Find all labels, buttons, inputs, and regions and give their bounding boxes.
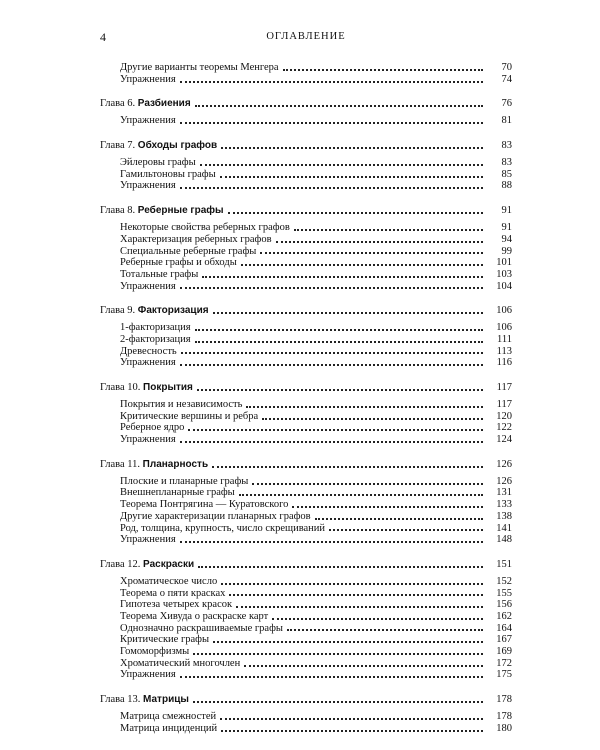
section-page-number: 111 [497,333,512,345]
section-title: Реберные графы и обходы [120,257,237,269]
dot-leader [193,693,483,703]
chapter-title: Планарность [142,458,209,470]
section-title: Гамильтоновы графы [120,168,216,180]
dot-leader [180,668,483,678]
section-title: Теорема о пяти красках [120,587,226,599]
chapter-title: Матрицы [143,694,189,706]
section-title: Теорема Хивуда о раскраске карт [120,610,269,622]
dot-leader [283,61,483,71]
page-number: 4 [100,30,107,44]
section-title: Упражнения [120,357,176,369]
dot-leader [236,598,483,608]
section-title: Характеризация реберных графов [120,233,272,245]
section-page-number: 148 [496,534,512,546]
dot-leader [241,256,483,266]
section-title: Плоские и планарные графы [120,475,249,487]
chapter-page-number: 91 [501,205,512,217]
chapter-label [100,204,224,218]
dot-leader [260,244,483,254]
dot-leader [221,722,483,732]
chapter-title: Покрытия [143,382,193,393]
section-page-number: 133 [496,499,512,511]
dot-leader [329,521,483,531]
chapter-prefix: Глава 12. [100,558,141,570]
dot-leader [213,304,483,314]
section-page-number: 169 [496,646,512,657]
dot-leader [272,610,483,620]
section-page-number: 122 [496,422,512,434]
toc-chapter [100,204,512,292]
section-title: Покрытия и независимость [120,399,243,410]
section-title: 2-факторизация [120,333,191,345]
section-page-number: 131 [496,487,512,499]
dot-leader [262,410,483,420]
chapter-page-number: 106 [496,305,512,317]
section-page-number: 155 [496,587,512,599]
section-title: Внешнепланарные графы [120,487,235,499]
dot-leader [213,633,483,643]
dot-leader [294,221,483,231]
dot-leader [180,433,483,443]
chapter-prefix: Глава 8. [100,205,136,217]
dot-leader [180,279,483,289]
chapter-prefix: Глава 9. [100,305,136,317]
section-page-number: 141 [496,522,512,534]
section-title: Род, толщина, крупность, число скрещиваний [120,522,326,534]
section-page-number: 106 [496,322,512,334]
toc-entry [100,115,512,127]
dot-leader [180,114,483,124]
chapter-label [100,304,209,318]
section-page-number: 126 [496,475,512,487]
chapter-title: Реберные графы [137,205,224,217]
toc-entry [100,669,512,681]
section-page-number: 85 [501,168,512,180]
dot-leader [315,510,483,520]
section-title: 1-факторизация [120,322,191,334]
toc-entry [100,357,512,369]
dot-leader [228,204,483,214]
dot-leader [220,710,483,720]
section-page-number: 74 [501,73,512,85]
toc-chapter-heading [100,458,512,472]
section-page-number: 81 [501,115,512,127]
chapter-label [100,693,189,707]
chapter-page-number: 151 [496,558,512,570]
table-of-contents [100,62,512,746]
dot-leader [180,73,483,83]
running-title: ОГЛАВЛЕНИЕ [266,31,346,42]
chapter-label [100,139,217,153]
chapter-title: Раскраски [143,558,195,570]
chapter-title: Факторизация [137,305,209,317]
dot-leader [181,344,483,354]
section-page-number: 162 [496,610,512,622]
section-page-number: 175 [496,669,512,681]
section-page-number: 178 [496,711,512,723]
dot-leader [193,645,483,655]
section-page-number: 70 [501,62,512,73]
dot-leader [180,356,483,366]
section-page-number: 167 [496,634,512,646]
chapter-page-number: 76 [501,98,512,110]
chapter-prefix: Глава 6. [100,98,136,110]
chapter-label [100,558,194,572]
dot-leader [292,498,483,508]
section-title: Упражнения [120,669,176,681]
section-page-number: 99 [501,245,512,257]
chapter-prefix: Глава 13. [100,694,141,706]
chapter-title: Разбиения [137,98,191,110]
toc-chapter-heading [100,558,512,572]
section-title: Однозначно раскрашиваемые графы [120,622,283,634]
section-title: Некоторые свойства реберных графов [120,222,290,234]
toc-chapter [100,381,512,446]
dot-leader [180,179,483,189]
section-page-number: 156 [496,599,512,611]
dot-leader [180,533,483,543]
section-page-number: 120 [496,410,512,422]
dot-leader [188,421,483,431]
section-title: Другие характеризации планарных графов [120,510,311,522]
section-title: Хроматический многочлен [120,657,241,669]
section-title: Упражнения [120,180,176,192]
section-page-number: 91 [501,222,512,234]
section-title: Эйлеровы графы [120,157,196,169]
toc-chapter-heading [100,139,512,153]
toc-chapter-heading [100,304,512,318]
chapter-prefix: Глава 10. [100,382,141,393]
chapter-label [100,458,208,472]
toc-chapter [100,558,512,681]
dot-leader [195,321,483,331]
section-page-number: 164 [496,622,512,634]
section-title: Теорема Понтрягина — Куратовского [120,499,289,511]
toc-chapter-heading [100,204,512,218]
section-title: Другие варианты теоремы Менгера [120,62,279,73]
toc-chapter [100,97,512,127]
toc-entry [100,434,512,446]
section-page-number: 88 [501,180,512,192]
section-title: Специальные реберные графы [120,245,257,257]
dot-leader [212,458,483,468]
section-title: Упражнения [120,280,176,292]
dot-leader [197,381,483,391]
section-page-number: 138 [496,510,512,522]
section-title: Гипотеза четырех красок [120,599,233,611]
section-title: Критические графы [120,634,210,646]
section-title: Гомоморфизмы [120,646,190,657]
dot-leader [246,398,483,408]
dot-leader [195,333,483,343]
chapter-prefix: Глава 7. [100,140,136,152]
section-title: Упражнения [120,73,176,85]
toc-chapter [100,62,512,85]
dot-leader [252,475,483,485]
section-title: Критические вершины и ребра [120,410,259,422]
section-page-number: 180 [496,722,512,734]
dot-leader [276,233,483,243]
section-title: Хроматическое число [120,575,218,587]
section-page-number: 116 [496,357,512,369]
dot-leader [229,586,483,596]
toc-chapter-heading [100,381,512,395]
section-title: Упражнения [120,115,176,127]
section-page-number: 152 [496,575,512,587]
section-page-number: 113 [496,345,512,357]
toc-chapter-heading [100,97,512,111]
section-title: Реберное ядро [120,422,185,434]
dot-leader [221,575,483,585]
section-page-number: 94 [501,233,512,245]
toc-entry [100,723,512,735]
section-page-number: 117 [496,399,512,410]
section-title: Древесность [120,345,177,357]
toc-entry [100,74,512,86]
section-title: Упражнения [120,534,176,546]
chapter-page-number: 178 [496,694,512,706]
section-title: Упражнения [120,434,176,446]
toc-chapter [100,304,512,369]
section-page-number: 124 [496,434,512,446]
toc-chapter [100,693,512,734]
toc-chapter [100,139,512,192]
section-page-number: 103 [496,268,512,280]
toc-entry [100,281,512,293]
section-page-number: 104 [496,280,512,292]
section-page-number: 83 [501,157,512,169]
chapter-page-number: 83 [501,140,512,152]
dot-leader [239,486,483,496]
toc-chapter [100,458,512,546]
chapter-page-number: 126 [496,458,512,470]
section-page-number: 101 [496,257,512,269]
dot-leader [244,657,483,667]
dot-leader [287,621,483,631]
running-header [100,30,512,46]
chapter-title: Обходы графов [137,140,218,152]
section-title: Матрица смежностей [120,711,217,723]
section-page-number: 172 [496,657,512,669]
dot-leader [220,168,483,178]
dot-leader [202,268,483,278]
toc-chapter-heading [100,693,512,707]
section-title: Тотальные графы [120,268,199,280]
dot-leader [195,97,483,107]
dot-leader [221,139,483,149]
chapter-page-number: 117 [496,382,512,393]
chapter-label [100,97,191,111]
section-title: Матрица инциденций [120,722,218,734]
toc-entry [100,534,512,546]
chapter-prefix: Глава 11. [100,458,141,470]
toc-entry [100,180,512,192]
dot-leader [200,156,483,166]
chapter-label [100,381,193,395]
dot-leader [198,558,483,568]
